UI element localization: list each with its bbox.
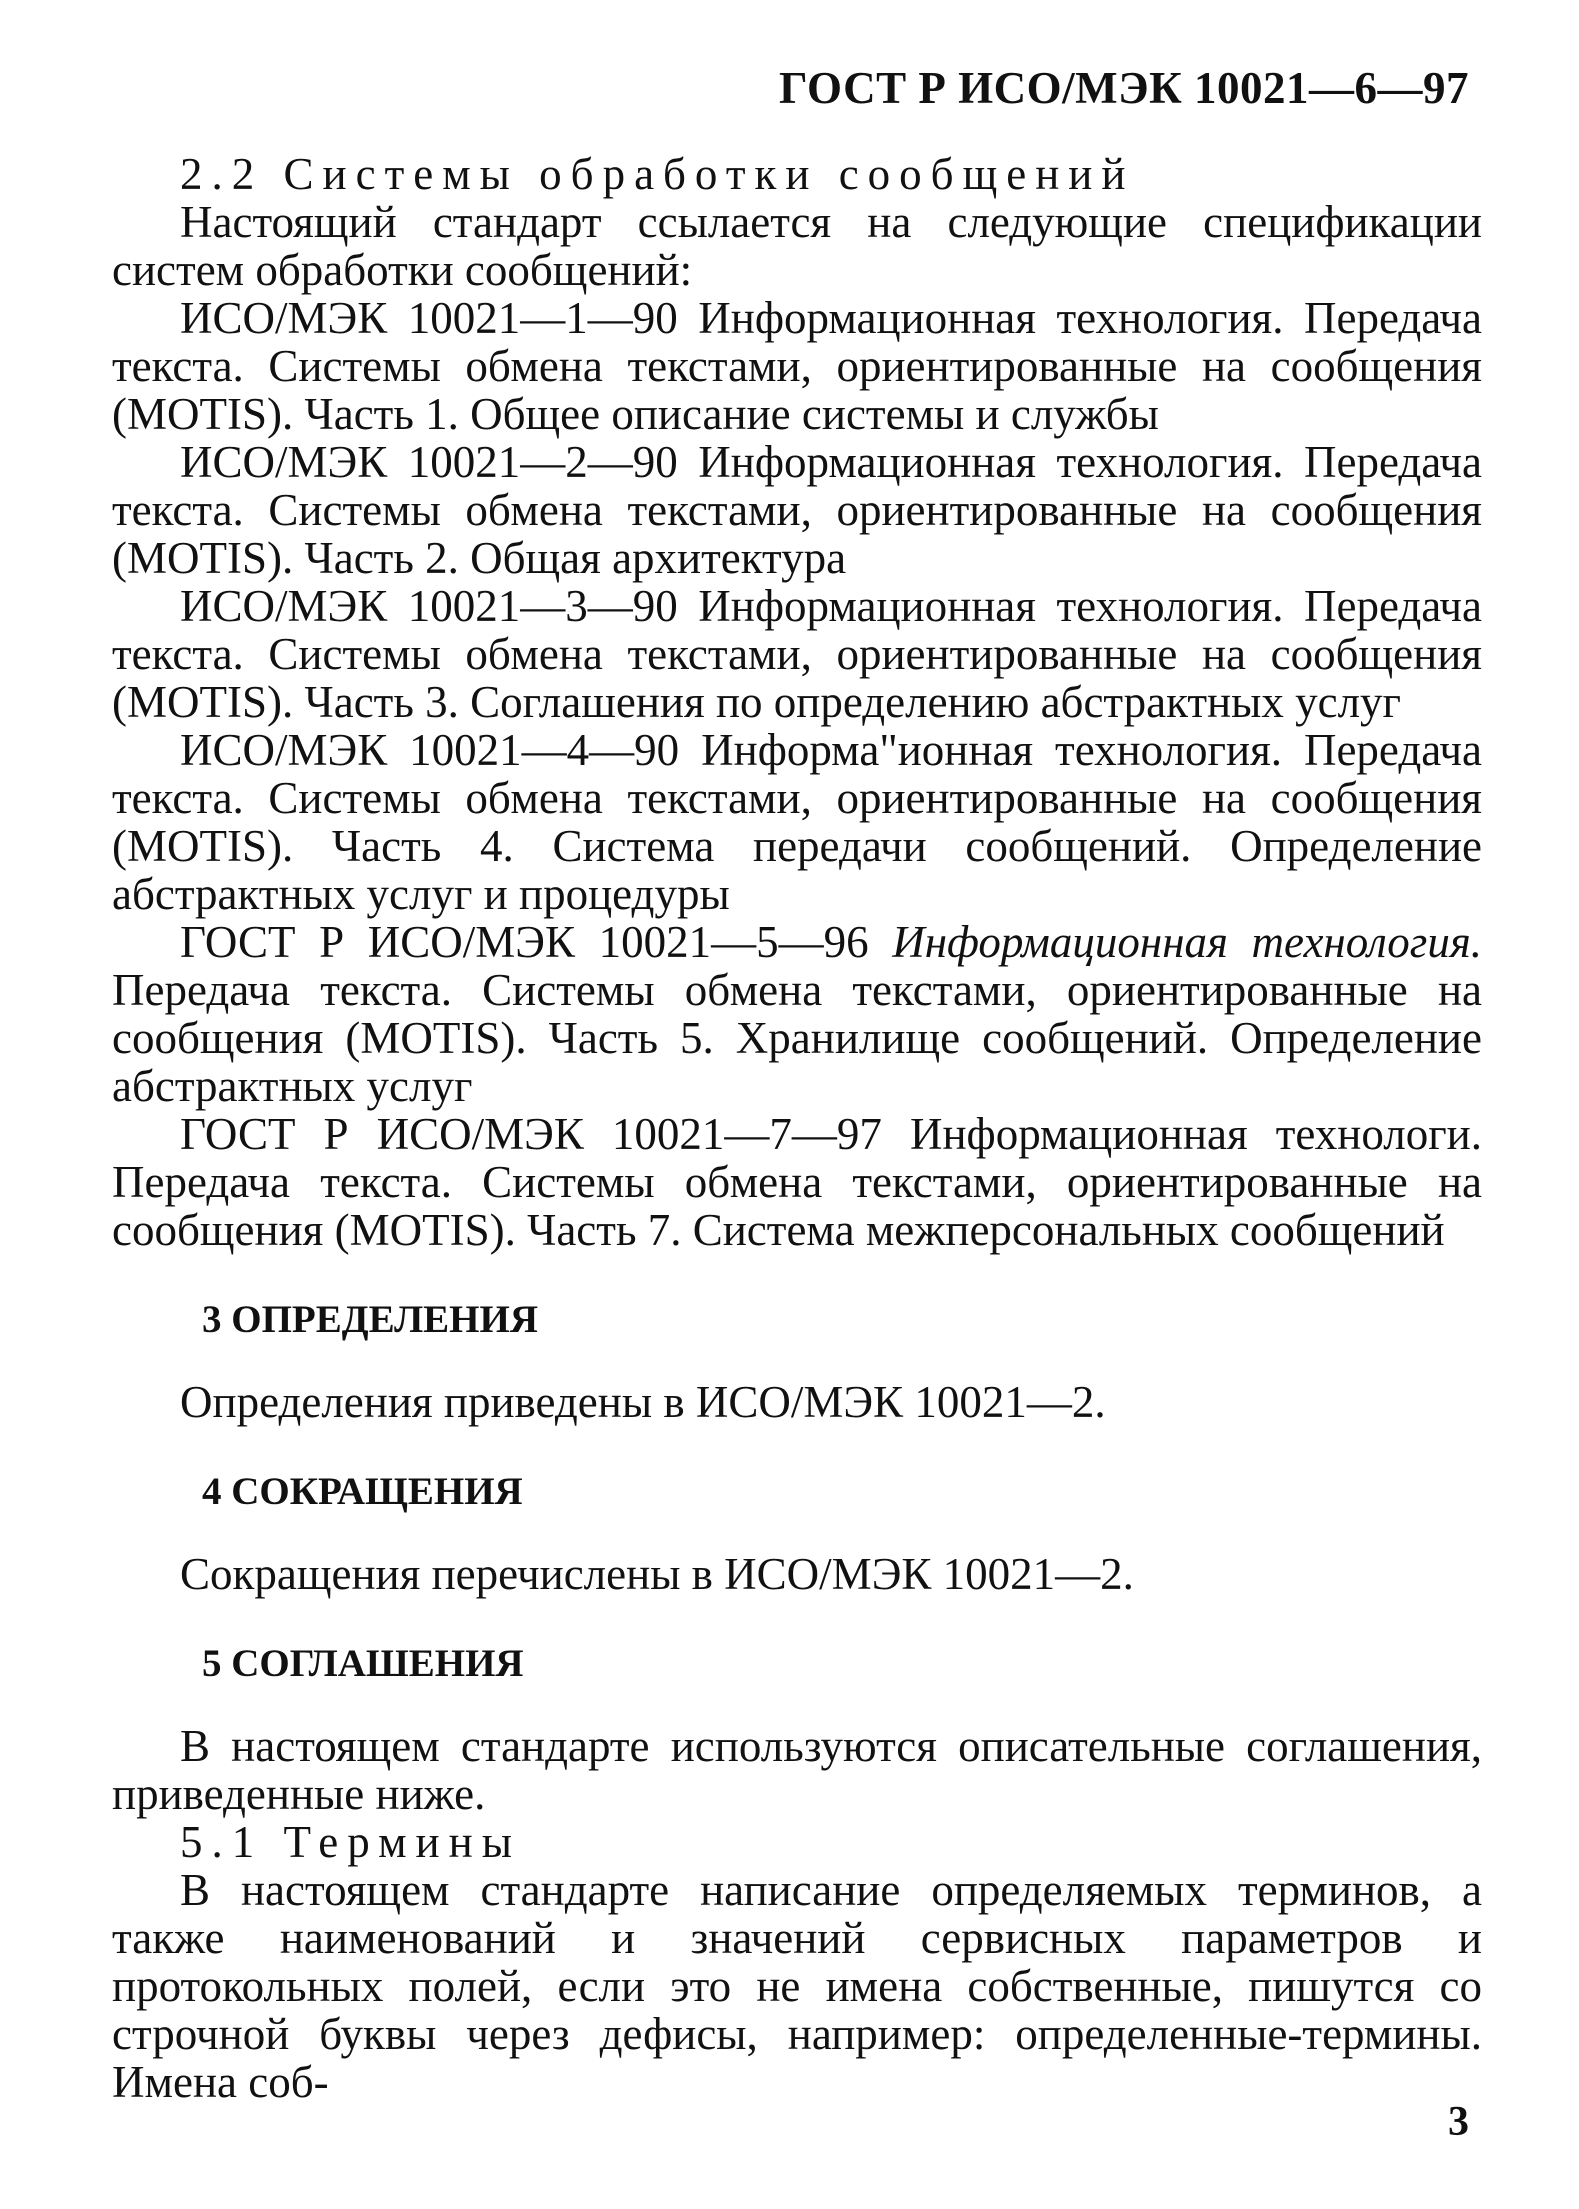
section-heading-3: 3 ОПРЕДЕЛЕНИЯ <box>202 1298 538 1341</box>
reference-item <box>112 294 1482 438</box>
reference-item <box>112 918 1482 1110</box>
reference-item <box>112 438 1482 582</box>
reference-item <box>112 582 1482 726</box>
reference-text: Информационная технология. Передача текста. Системы обмена текстами, ориентированные на сообщения (MOTIS). Часть 1. Общее описание системы и службы <box>112 293 1483 439</box>
section-5-text: В настоящем стандарте используются описательные соглашения, приведенные ниже. <box>112 1721 1482 1819</box>
reference-text: Передача текста. Системы обмена текстами, ориентированные на сообщения (MOTIS). Часть 5. Хранилище сообщений. Определение абстрактных услуг <box>112 965 1482 1111</box>
reference-text: Информационная технологи. Передача текста. Системы обмена текстами, ориентированные на сообщения (MOTIS). Часть 7. Система межперсональных сообщений <box>112 1109 1483 1255</box>
reference-code: ИСО/МЭК 10021—3—90 <box>180 581 678 631</box>
reference-text: Информа"ионная технология. Передача текста. Системы обмена текстами, ориентированные на сообщения (MOTIS). Часть 4. Система передачи сообщений. Определение абстрактных услуг и процедуры <box>112 725 1482 919</box>
reference-text: Информационная технология. Передача текста. Системы обмена текстами, ориентированные на сообщения (MOTIS). Часть 2. Общая архитектура <box>112 437 1483 583</box>
section-3-text: Определения приведены в ИСО/МЭК 10021—2. <box>180 1377 1106 1427</box>
subsection-5-1-text: В настоящем стандарте написание определяемых терминов, а также наименований и значений сервисных параметров и протокольных полей, если это не имена собственные, пишутся со строчной буквы через дефисы, например: определенные-термины. Имена соб- <box>112 1865 1482 2107</box>
document-code-header: ГОСТ Р ИСО/МЭК 10021—6—97 <box>779 63 1469 113</box>
section-heading-4: 4 СОКРАЩЕНИЯ <box>202 1470 523 1513</box>
subsection-title-2-2: 2.2 Системы обработки сообщений <box>180 149 1135 199</box>
reference-code: ИСО/МЭК 10021—2—90 <box>180 437 678 487</box>
page-body <box>112 150 1482 2106</box>
subsection-intro: Настоящий стандарт ссылается на следующие спецификации систем обработки сообщений: <box>112 197 1482 295</box>
section-4-text: Сокращения перечислены в ИСО/МЭК 10021—2. <box>180 1549 1134 1599</box>
subsection-title-5-1: 5.1 Термины <box>180 1817 521 1867</box>
reference-item <box>112 1110 1482 1254</box>
reference-item <box>112 726 1482 918</box>
reference-text-italic: Информационная технология. <box>892 917 1483 967</box>
reference-code: ИСО/МЭК 10021—4—90 <box>180 725 680 775</box>
reference-text: Информационная технология. Передача текста. Системы обмена текстами, ориентированные на сообщения (MOTIS). Часть 3. Соглашения по определению абстрактных услуг <box>112 581 1483 727</box>
reference-code: ГОСТ Р ИСО/МЭК 10021—7—97 <box>180 1109 882 1159</box>
reference-code: ИСО/МЭК 10021—1—90 <box>180 293 678 343</box>
section-heading-5: 5 СОГЛАШЕНИЯ <box>202 1642 524 1685</box>
reference-code: ГОСТ Р ИСО/МЭК 10021—5—96 <box>180 917 869 967</box>
page-number: 3 <box>1448 2099 1469 2145</box>
